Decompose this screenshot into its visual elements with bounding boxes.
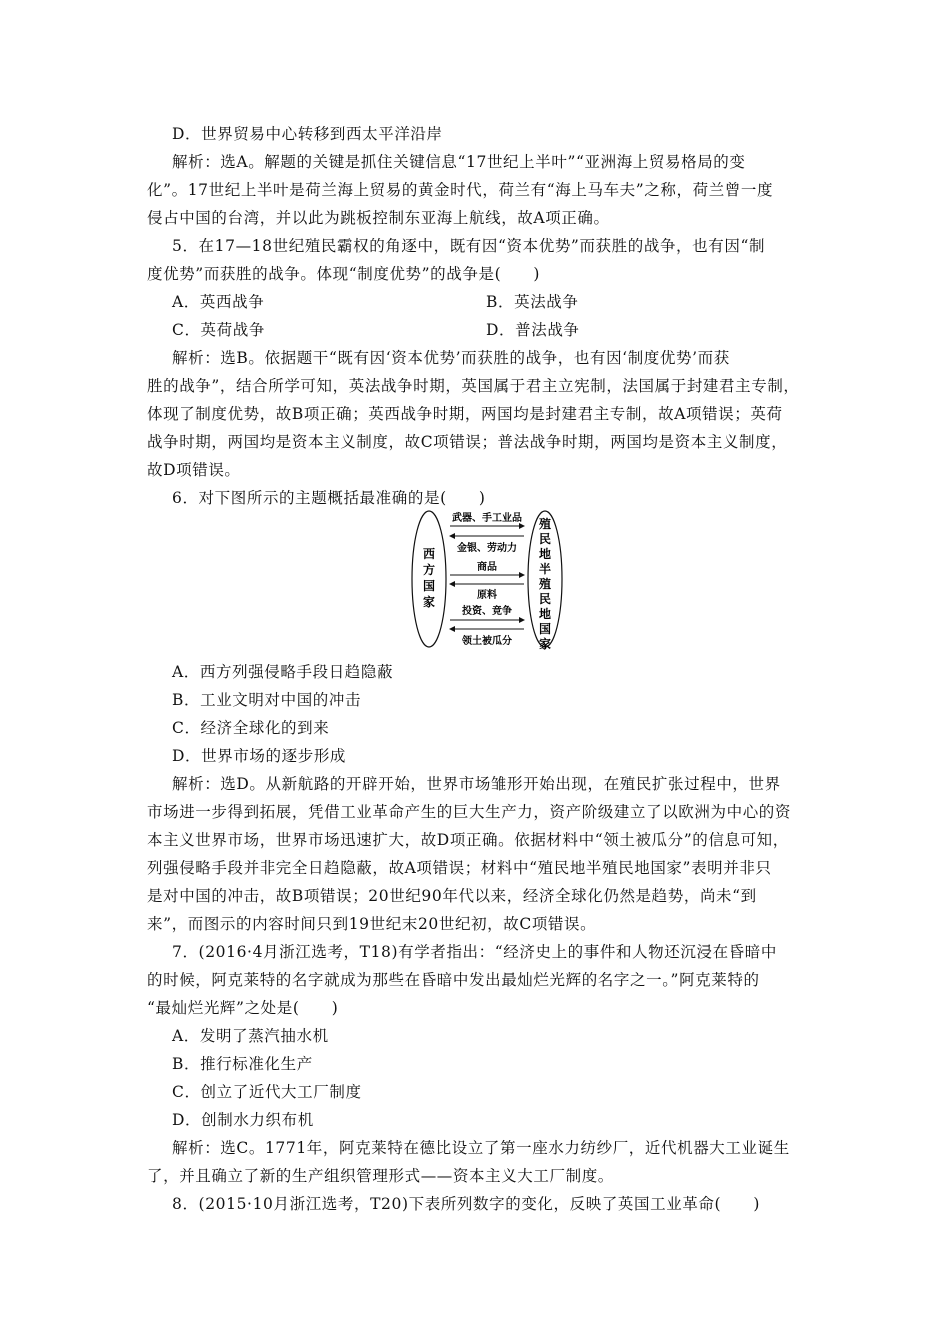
q7-stem-line: 7．(2016·4月浙江选考，T18)有学者指出：“经济史上的事件和人物还沉浸在昏暗中 bbox=[172, 943, 777, 961]
svg-text:民: 民 bbox=[538, 592, 552, 606]
q7-analysis-line: 了，并且确立了新的生产组织管理形式——资本主义大工厂制度。 bbox=[147, 1167, 614, 1185]
arrow-label-raw-materials: 原料 bbox=[477, 590, 497, 601]
q6-option-b: B．工业文明对中国的冲击 bbox=[172, 691, 362, 709]
svg-text:民: 民 bbox=[538, 532, 552, 546]
q6-analysis-line: 是对中国的冲击，故B项错误；20世纪90年代以来，经济全球化仍然是趋势，尚未“到 bbox=[147, 887, 757, 905]
svg-text:半: 半 bbox=[538, 562, 552, 576]
q5-option-c: C．英荷战争 bbox=[172, 321, 265, 339]
svg-text:地: 地 bbox=[538, 607, 552, 621]
arrow-label-territory: 领土被瓜分 bbox=[462, 636, 512, 647]
q7-option-b: B．推行标准化生产 bbox=[172, 1055, 313, 1073]
q6-analysis-line: 市场进一步得到拓展，凭借工业革命产生的巨大生产力，资产阶级建立了以欧洲为中心的资 bbox=[147, 803, 792, 821]
arrow-label-weapons: 武器、手工业品 bbox=[452, 513, 522, 524]
q7-option-d: D．创制水力织布机 bbox=[172, 1111, 314, 1129]
q5-stem-line: 5．在17—18世纪殖民霸权的角逐中，既有因“资本优势”而获胜的战争，也有因“制 bbox=[172, 237, 766, 255]
q6-analysis-line: 列强侵略手段并非完全日趋隐蔽，故A项错误；材料中“殖民地半殖民地国家”表明并非只 bbox=[147, 859, 772, 877]
q6-stem: 6．对下图所示的主题概括最准确的是( ) bbox=[172, 489, 486, 507]
q5-analysis-line: 解析：选B。依据题干“既有因‘资本优势’而获胜的战争，也有因‘制度优势’而获 bbox=[172, 349, 730, 367]
svg-text:西: 西 bbox=[422, 547, 436, 561]
q7-stem-line: 的时候，阿克莱特的名字就成为那些在昏暗中发出最灿烂光辉的名字之一。”阿克莱特的 bbox=[147, 971, 760, 989]
svg-text:家: 家 bbox=[422, 595, 436, 609]
svg-text:殖: 殖 bbox=[538, 517, 552, 531]
svg-text:地: 地 bbox=[538, 547, 552, 561]
svg-text:国: 国 bbox=[422, 579, 436, 593]
q4-analysis-line: 解析：选A。解题的关键是抓住关键信息“17世纪上半叶”“亚洲海上贸易格局的变 bbox=[172, 153, 746, 171]
trade-relation-diagram bbox=[410, 508, 564, 652]
svg-text:国: 国 bbox=[538, 622, 552, 636]
svg-text:方: 方 bbox=[422, 563, 436, 577]
q5-analysis-line: 体现了制度优势，故B项正确；英西战争时期，两国均是封建君主专制，故A项错误；英荷 bbox=[147, 405, 783, 423]
q6-analysis-line: 本主义世界市场，世界市场迅速扩大，故D项正确。依据材料中“领土被瓜分”的信息可知， bbox=[147, 831, 789, 849]
q6-option-d: D．世界市场的逐步形成 bbox=[172, 747, 347, 765]
q5-option-a: A．英西战争 bbox=[172, 293, 265, 311]
q6-analysis-line: 来”，而图示的内容时间只到19世纪末20世纪初，故C项错误。 bbox=[147, 915, 597, 933]
q5-stem-line: 度优势”而获胜的战争。体现“制度优势”的战争是( ) bbox=[147, 265, 541, 283]
q5-analysis-line: 战争时期，两国均是资本主义制度，故C项错误；普法战争时期，两国均是资本主义制度， bbox=[147, 433, 788, 451]
q7-option-c: C．创立了近代大工厂制度 bbox=[172, 1083, 362, 1101]
arrow-label-goods: 商品 bbox=[477, 562, 497, 573]
q4-analysis-line: 化”。17世纪上半叶是荷兰海上贸易的黄金时代，荷兰有“海上马车夫”之称，荷兰曾一度 bbox=[147, 181, 774, 199]
q6-option-a: A．西方列强侵略手段日趋隐蔽 bbox=[172, 663, 394, 681]
q5-option-d: D．普法战争 bbox=[486, 321, 580, 339]
q7-analysis-line: 解析：选C。1771年，阿克莱特在德比设立了第一座水力纺纱厂，近代机器大工业诞生 bbox=[172, 1139, 790, 1157]
q6-option-c: C．经济全球化的到来 bbox=[172, 719, 330, 737]
q5-analysis-line: 故D项错误。 bbox=[147, 461, 241, 479]
q4-option-d: D．世界贸易中心转移到西太平洋沿岸 bbox=[172, 125, 443, 143]
svg-text:殖: 殖 bbox=[538, 577, 552, 591]
q7-stem-line: “最灿烂光辉”之处是( ) bbox=[147, 999, 339, 1017]
arrow-label-investment: 投资、竞争 bbox=[462, 606, 512, 617]
q5-analysis-line: 胜的战争”，结合所学可知，英法战争时期，英国属于君主立宪制，法国属于封建君主专制， bbox=[147, 377, 800, 395]
q5-option-b: B．英法战争 bbox=[486, 293, 579, 311]
q4-analysis-line: 侵占中国的台湾，并以此为跳板控制东亚海上航线，故A项正确。 bbox=[147, 209, 610, 227]
svg-text:家: 家 bbox=[538, 637, 552, 651]
arrow-label-gold-labor: 金银、劳动力 bbox=[457, 543, 517, 554]
colonies-label bbox=[539, 516, 551, 651]
q8-stem: 8．(2015·10月浙江选考，T20)下表所列数字的变化，反映了英国工业革命( ) bbox=[172, 1195, 761, 1213]
west-countries-label bbox=[423, 546, 435, 609]
q6-analysis-line: 解析：选D。从新航路的开辟开始，世界市场雏形开始出现，在殖民扩张过程中，世界 bbox=[172, 775, 781, 793]
q7-option-a: A．发明了蒸汽抽水机 bbox=[172, 1027, 329, 1045]
